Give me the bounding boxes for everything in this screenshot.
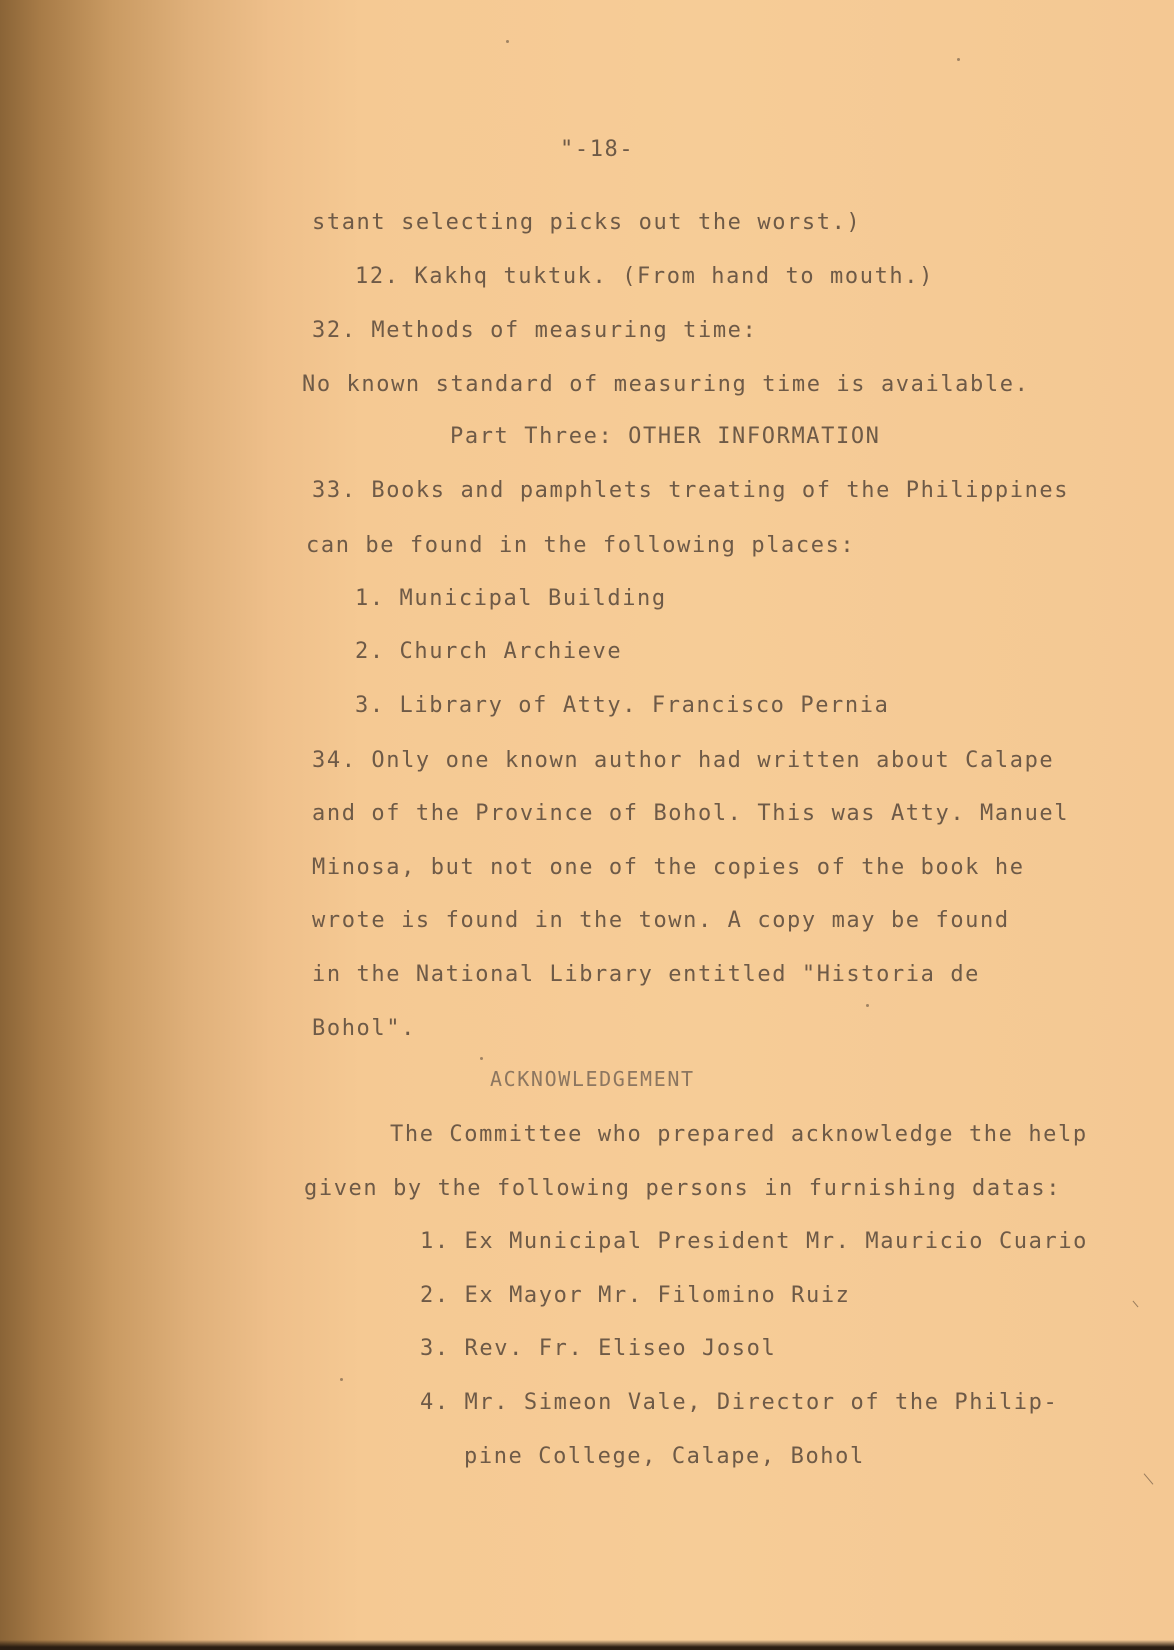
ack-item-4-continued: pine College, Calape, Bohol	[464, 1444, 865, 1469]
text-line-item-32: 32. Methods of measuring time:	[312, 318, 758, 343]
list-item-municipal-building: 1. Municipal Building	[355, 586, 667, 611]
text-line-item-33: 33. Books and pamphlets treating of the Philippines	[312, 478, 1070, 503]
page-number: "-18-	[560, 137, 635, 162]
section-heading-part-three: Part Three: OTHER INFORMATION	[450, 424, 881, 449]
ack-item-2: 2. Ex Mayor Mr. Filomino Ruiz	[420, 1283, 851, 1308]
ack-item-3: 3. Rev. Fr. Eliseo Josol	[420, 1336, 777, 1361]
text-line-committee: The Committee who prepared acknowledge the help	[390, 1122, 1088, 1147]
paper-mark	[1144, 1473, 1154, 1484]
text-line-found-in: can be found in the following places:	[306, 533, 856, 558]
ack-item-4: 4. Mr. Simeon Vale, Director of the Philip-	[420, 1390, 1059, 1415]
text-line-no-standard: No known standard of measuring time is available.	[302, 372, 1030, 397]
text-line-continuation: stant selecting picks out the worst.)	[312, 210, 862, 235]
text-line-bohol-title: Bohol".	[312, 1016, 416, 1041]
text-line-province-bohol: and of the Province of Bohol. This was Atty. Manuel	[312, 801, 1070, 826]
paper-speck	[480, 1057, 483, 1060]
text-line-proverb-12: 12. Kakhq tuktuk. (From hand to mouth.)	[355, 264, 934, 289]
paper-mark	[1133, 1301, 1139, 1308]
paper-speck	[866, 1004, 869, 1007]
list-item-church-archieve: 2. Church Archieve	[355, 639, 623, 664]
paper-speck	[506, 40, 509, 43]
paper-speck	[340, 1378, 343, 1381]
text-line-wrote: wrote is found in the town. A copy may be found	[312, 908, 1010, 933]
paper-speck	[957, 58, 960, 61]
list-item-library: 3. Library of Atty. Francisco Pernia	[355, 693, 890, 718]
text-line-national-library: in the National Library entitled "Historia de	[312, 962, 981, 987]
text-line-given-by: given by the following persons in furnishing datas:	[304, 1176, 1062, 1201]
text-line-item-34: 34. Only one known author had written about Calape	[312, 748, 1055, 773]
ack-item-1: 1. Ex Municipal President Mr. Mauricio Cuario	[420, 1229, 1089, 1254]
text-line-minosa: Minosa, but not one of the copies of the book he	[312, 855, 1025, 880]
section-heading-acknowledgement: ACKNOWLEDGEMENT	[490, 1067, 695, 1091]
